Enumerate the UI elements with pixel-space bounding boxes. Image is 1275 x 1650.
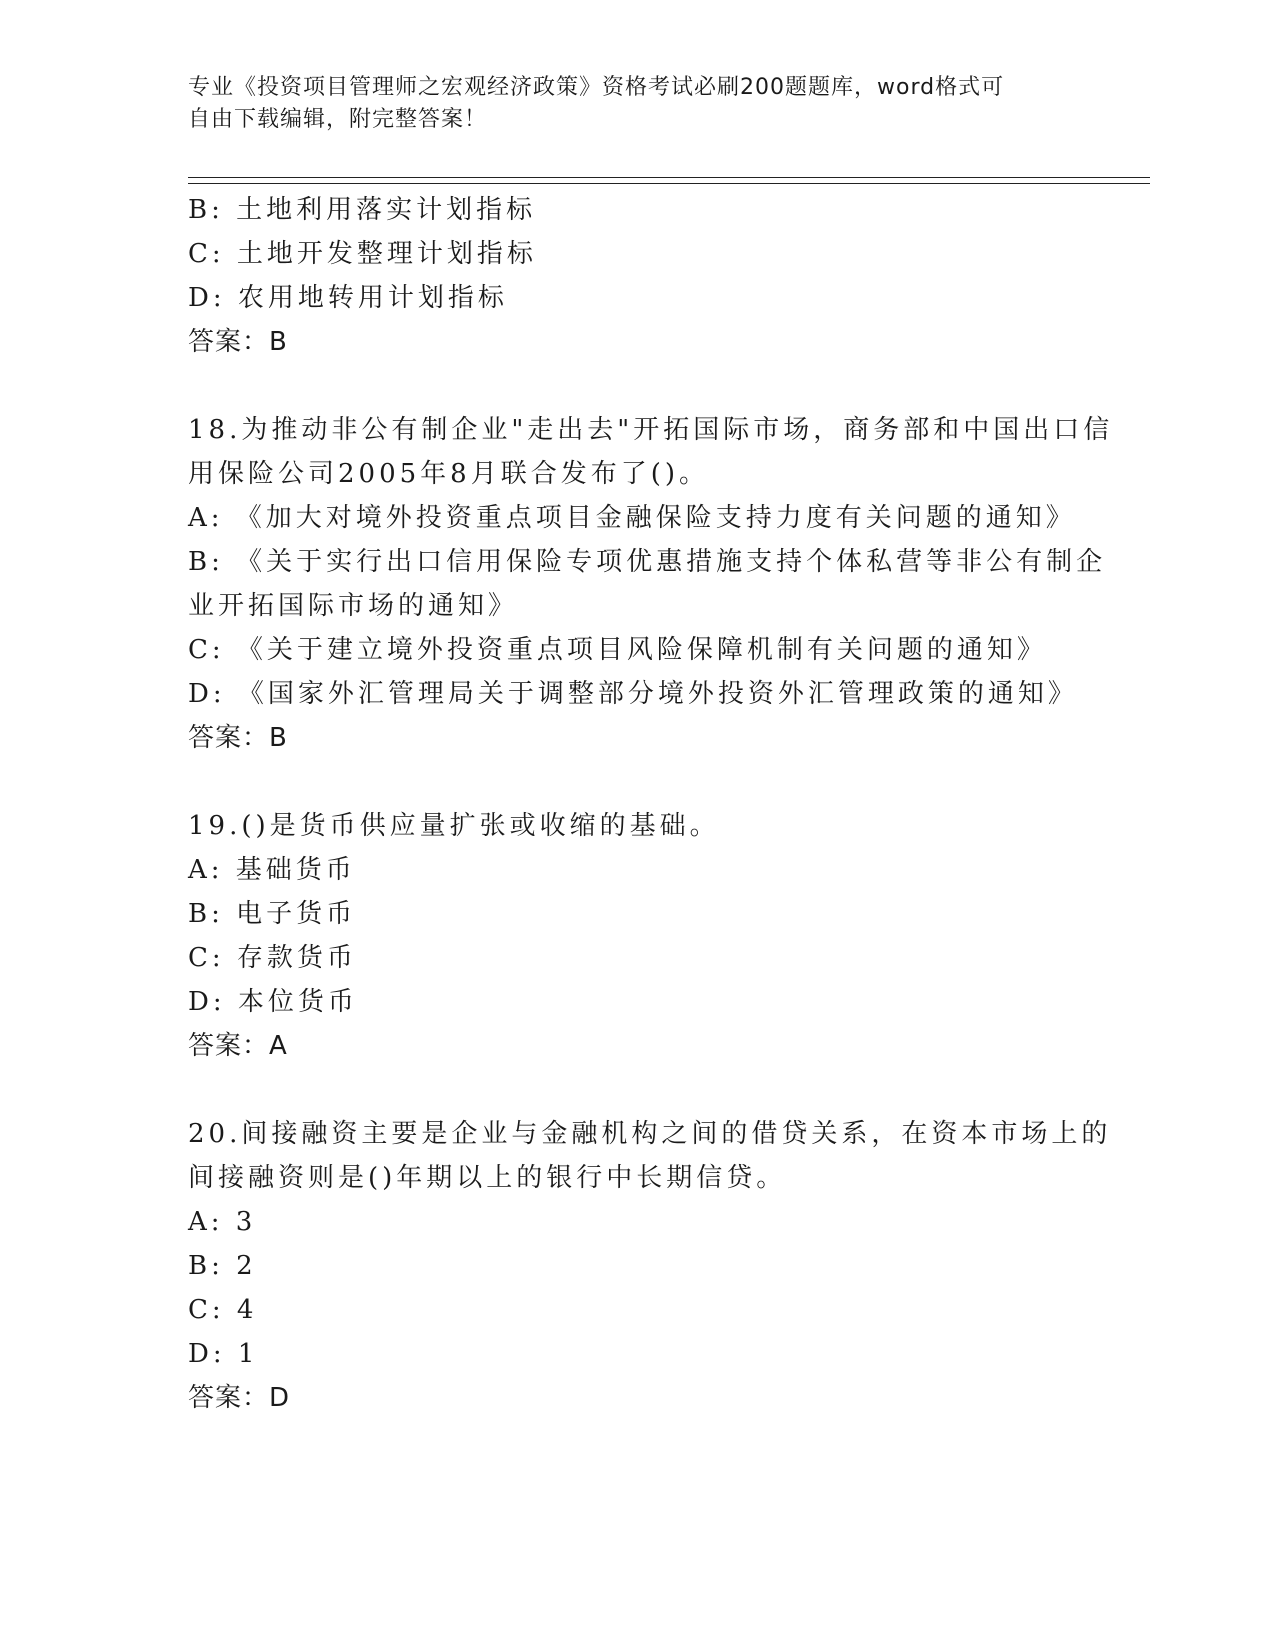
q17-option-b: B: 土地利用落实计划指标	[188, 195, 537, 225]
q20-option-c: C: 4	[188, 1295, 258, 1325]
q18-option-d: D: 《国家外汇管理局关于调整部分境外投资外汇管理政策的通知》	[188, 679, 1078, 709]
q19-option-b: B: 电子货币	[188, 899, 357, 929]
header-line-2: 自由下载编辑，附完整答案！	[188, 107, 488, 132]
q19-option-a: A: 基础货币	[188, 855, 356, 885]
header-line-1: 专业《投资项目管理师之宏观经济政策》资格考试必刷200题题库，word格式可	[188, 75, 1005, 100]
q18-option-b-line-2: 业开拓国际市场的通知》	[188, 591, 519, 621]
q18-stem-line-2: 用保险公司2005年8月联合发布了()。	[188, 459, 709, 489]
q20-option-a: A: 3	[188, 1207, 257, 1237]
document-header	[188, 72, 1068, 136]
q20-option-d: D: 1	[188, 1339, 259, 1369]
q19-stem: 19.()是货币供应量扩张或收缩的基础。	[188, 811, 720, 841]
q18-option-b-line-1: B: 《关于实行出口信用保险专项优惠措施支持个体私营等非公有制企	[188, 547, 1107, 577]
q19-answer: 答案：A	[188, 1031, 288, 1061]
q18-stem-line-1: 18.为推动非公有制企业"走出去"开拓国际市场，商务部和中国出口信	[188, 415, 1114, 445]
q18-answer: 答案：B	[188, 723, 288, 753]
q20-stem-line-1: 20.间接融资主要是企业与金融机构之间的借贷关系，在资本市场上的	[188, 1119, 1112, 1149]
header-divider-top	[188, 177, 1150, 178]
q18-option-a: A: 《加大对境外投资重点项目金融保险支持力度有关问题的通知》	[188, 503, 1076, 533]
q20-answer: 答案：D	[188, 1383, 291, 1413]
q18-option-c: C: 《关于建立境外投资重点项目风险保障机制有关问题的通知》	[188, 635, 1047, 665]
q20-option-b: B: 2	[188, 1251, 257, 1281]
q19-option-c: C: 存款货币	[188, 943, 357, 973]
q17-option-d: D: 农用地转用计划指标	[188, 283, 508, 313]
q20-stem-line-2: 间接融资则是()年期以上的银行中长期信贷。	[188, 1163, 787, 1193]
q17-option-c: C: 土地开发整理计划指标	[188, 239, 537, 269]
q19-option-d: D: 本位货币	[188, 987, 358, 1017]
q17-answer: 答案：B	[188, 327, 288, 357]
header-divider-bottom	[188, 183, 1150, 184]
